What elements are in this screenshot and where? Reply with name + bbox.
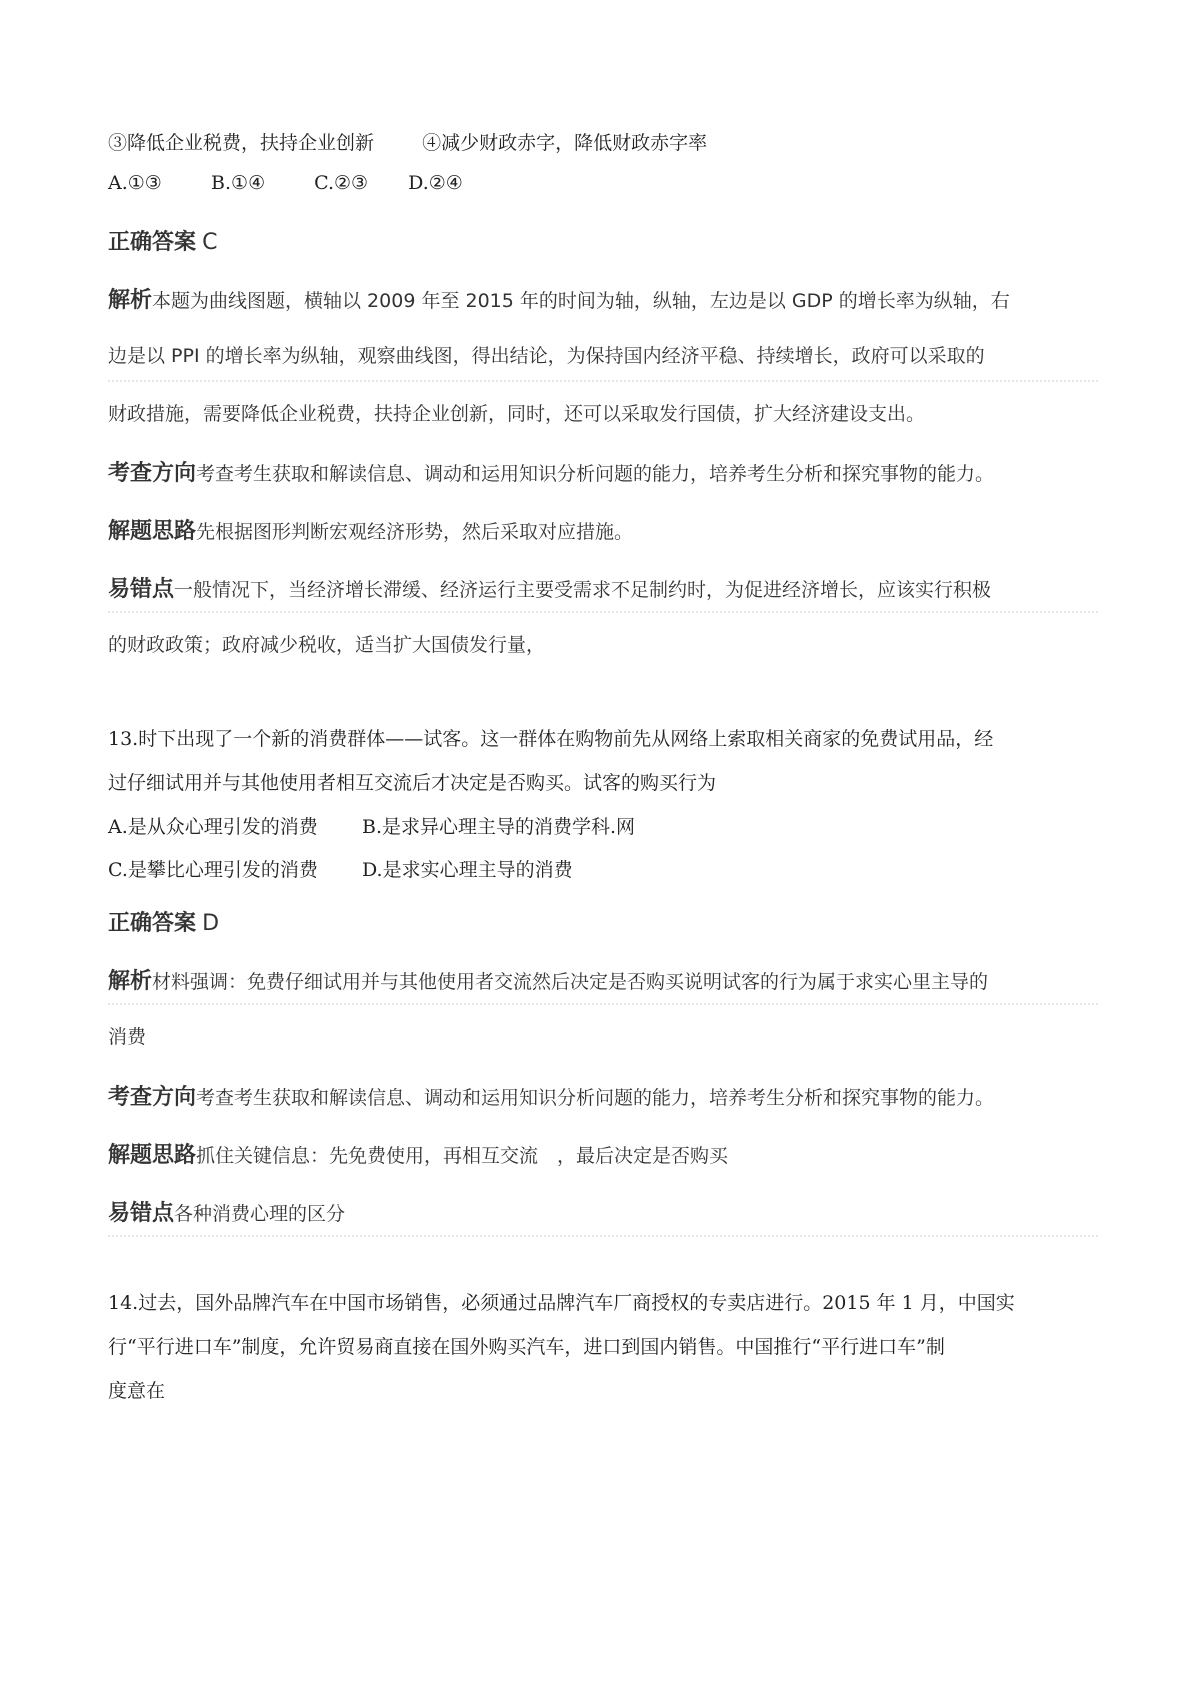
- q12-analysis-text-1: 本题为曲线图题，横轴以 2009 年至 2015 年的时间为轴，纵轴，左边是以 GDP 的增长率为纵轴，右: [152, 290, 1010, 312]
- q12-option-3: ③降低企业税费，扶持企业创新: [108, 132, 375, 154]
- q13-choices-row-2: [108, 855, 573, 882]
- q13-direction-text: 考查考生获取和解读信息、调动和运用知识分析问题的能力，培养考生分析和探究事物的能力。: [196, 1087, 995, 1109]
- q13-answer-value: D: [202, 911, 220, 936]
- q14-question-line-2: 行“平行进口车”制度，允许贸易商直接在国外购买汽车，进口到国内销售。中国推行“平行进口车”制: [108, 1336, 945, 1358]
- q12-pitfall-text-1: 一般情况下，当经济增长滞缓、经济运行主要受需求不足制约时，为促进经济增长，应该实行积极: [174, 579, 992, 601]
- q12-pitfall-line-2: 的财政政策；政府减少税收，适当扩大国债发行量，: [108, 634, 546, 656]
- q12-direction: [108, 456, 994, 487]
- q12-answer: [108, 225, 217, 256]
- divider: [108, 380, 1098, 382]
- q12-choice-b: B.①④: [211, 172, 266, 194]
- q13-direction-label: 考查方向: [108, 1085, 197, 1110]
- q13-choice-a: A.是从众心理引发的消费: [108, 816, 318, 838]
- divider: [108, 611, 1098, 613]
- q14-question-line-3: 度意在: [108, 1380, 166, 1402]
- q13-choice-c: C.是攀比心理引发的消费: [108, 859, 318, 881]
- q12-direction-text: 考查考生获取和解读信息、调动和运用知识分析问题的能力，培养考生分析和探究事物的能力。: [196, 463, 995, 485]
- q12-approach: [108, 514, 633, 545]
- q12-pitfall-label: 易错点: [108, 577, 175, 602]
- q12-analysis-line-2: 边是以 PPI 的增长率为纵轴，观察曲线图，得出结论，为保持国内经济平稳、持续增长，政府可以采取的: [108, 345, 985, 367]
- q13-pitfall-label: 易错点: [108, 1201, 175, 1226]
- q13-approach: [108, 1138, 728, 1169]
- q13-approach-text: 抓住关键信息：先免费使用，再相互交流 ，最后决定是否购买: [196, 1145, 729, 1167]
- q13-analysis-text-1: 材料强调：免费仔细试用并与其他使用者交流然后决定是否购买说明试客的行为属于求实心里主导的: [152, 971, 989, 993]
- q13-approach-label: 解题思路: [108, 1143, 197, 1168]
- q13-question-line-1: 13.时下出现了一个新的消费群体——试客。这一群体在购物前先从网络上索取相关商家的免费试用品，经: [108, 728, 994, 750]
- q12-pitfall-line-1: [108, 572, 991, 603]
- q13-analysis-line-2: 消费: [108, 1026, 147, 1048]
- q12-analysis-label: 解析: [108, 288, 153, 313]
- q13-choice-d: D.是求实心理主导的消费: [362, 859, 573, 881]
- q13-answer: [108, 906, 219, 937]
- q13-direction: [108, 1080, 994, 1111]
- q12-choice-a: A.①③: [108, 172, 162, 194]
- q12-answer-value: C: [202, 230, 218, 255]
- divider: [108, 1003, 1098, 1005]
- q12-choices: [108, 172, 463, 194]
- q13-answer-label: 正确答案: [108, 911, 197, 936]
- q12-approach-label: 解题思路: [108, 519, 197, 544]
- q13-pitfall: [108, 1196, 345, 1227]
- q12-analysis-line-1: [108, 283, 1010, 314]
- q12-analysis-line-3: 财政措施，需要降低企业税费，扶持企业创新，同时，还可以采取发行国债，扩大经济建设支出。: [108, 403, 926, 425]
- q12-option-4: ④减少财政赤字，降低财政赤字率: [422, 132, 708, 154]
- q12-direction-label: 考查方向: [108, 461, 197, 486]
- q12-options-line: [108, 128, 707, 155]
- q13-analysis-label: 解析: [108, 969, 153, 994]
- q12-approach-text: 先根据图形判断宏观经济形势，然后采取对应措施。: [196, 521, 634, 543]
- q14-question-line-1: 14.过去，国外品牌汽车在中国市场销售，必须通过品牌汽车厂商授权的专卖店进行。2015 年 1 月，中国实: [108, 1292, 1015, 1314]
- q12-choice-d: D.②④: [408, 172, 463, 194]
- q13-question-line-2: 过仔细试用并与其他使用者相互交流后才决定是否购买。试客的购买行为: [108, 772, 717, 794]
- q13-choice-b: B.是求异心理主导的消费学科.网: [362, 816, 636, 838]
- q13-analysis-line-1: [108, 964, 988, 995]
- q12-answer-label: 正确答案: [108, 230, 197, 255]
- q13-pitfall-text: 各种消费心理的区分: [174, 1203, 346, 1225]
- q12-choice-c: C.②③: [314, 172, 369, 194]
- q13-choices-row-1: [108, 812, 635, 839]
- divider: [108, 1235, 1098, 1237]
